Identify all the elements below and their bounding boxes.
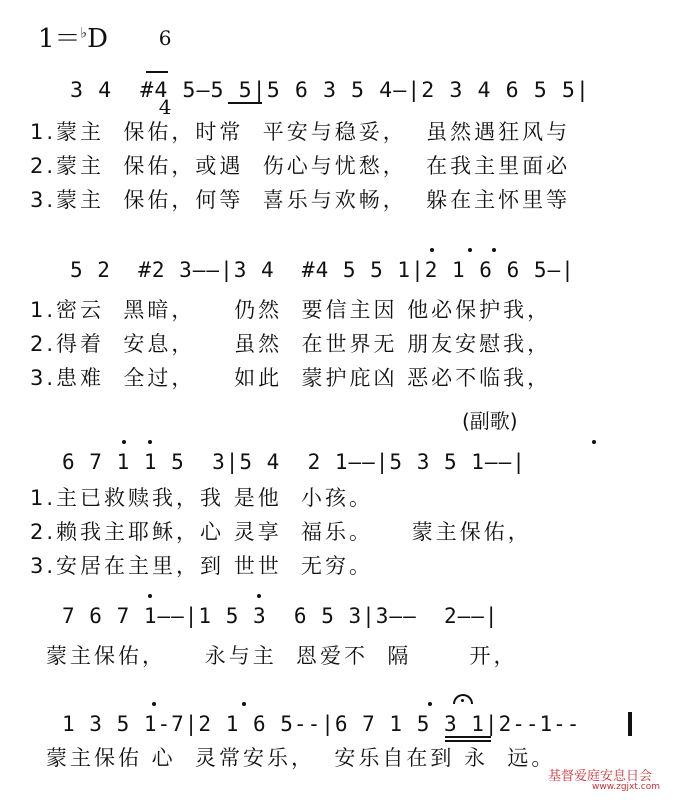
final-barline	[628, 712, 632, 736]
lyric-line-4: 蒙主保佑， 永与主 恩爱不 隔 开，	[46, 644, 518, 668]
high-octave-dot	[468, 248, 472, 252]
key-signature	[38, 18, 108, 55]
notation-line-3: 6 7 1 1 5 3|5 4 2 1——|5 3 5 1——|	[62, 450, 526, 474]
beam-underline	[445, 736, 491, 738]
beam-underline	[228, 102, 262, 104]
lyric-line-1-verse-3: 3.蒙主 保佑，何等 喜乐与欢畅， 躲在主怀里等	[30, 188, 571, 212]
time-signature-bar	[146, 71, 168, 73]
lyric-line-1-verse-2: 2.蒙主 保佑，或遇 伤心与忧愁， 在我主里面必	[30, 154, 571, 178]
high-octave-dot	[257, 594, 261, 598]
high-octave-dot	[242, 702, 246, 706]
fermata-icon	[453, 694, 473, 704]
key-prefix: 1＝	[38, 24, 81, 54]
lyric-line-2-verse-2: 2.得着 安息， 虽然 在世界无 朋友安慰我，	[30, 332, 552, 356]
high-octave-dot	[122, 440, 126, 444]
lyric-line-3-verse-1: 1.主已救赎我，我 是他 小孩。	[30, 486, 374, 510]
lyric-line-1-verse-1: 1.蒙主 保佑，时常 平安与稳妥， 虽然遇狂风与	[30, 120, 571, 144]
lyric-line-2-verse-1: 1.密云 黑暗， 仍然 要信主因 他必保护我，	[30, 298, 552, 322]
high-octave-dot	[428, 702, 432, 706]
time-signature-bottom: 4	[158, 95, 172, 119]
high-octave-dot	[152, 702, 156, 706]
watermark-text: 基督爱庭安息日会	[548, 769, 653, 784]
watermark-url: www.zgjxt.com	[592, 782, 660, 792]
high-octave-dot	[492, 248, 496, 252]
lyric-line-3-verse-2: 2.赖我主耶稣，心 灵享 福乐。 蒙主保佑，	[30, 520, 532, 544]
notation-line-5: 1 3 5 1-7|2 1 6 5--|6 7 1 5 3 1|2--1--	[62, 712, 581, 736]
flat-sign: ♭	[80, 25, 88, 42]
high-octave-dot	[592, 440, 596, 444]
lyric-line-3-verse-3: 3.安居在主里，到 世世 无穷。	[30, 554, 374, 578]
notation-line-1: 3 4 #4 5—5 5|5 6 3 5 4—|2 3 4 6 5 5|	[70, 78, 590, 102]
chorus-label: (副歌)	[462, 409, 518, 433]
time-signature-top: 6	[158, 26, 172, 50]
lyric-line-5: 蒙主保佑 心 灵常安乐， 安乐自在到 永 远。	[46, 746, 556, 770]
notation-line-2: 5 2 #2 3——|3 4 #4 5 5 1|2 1 6 6 5—|	[70, 258, 575, 282]
key-letter: D	[87, 24, 109, 54]
high-octave-dot	[430, 248, 434, 252]
lyric-line-2-verse-3: 3.患难 全过， 如此 蒙护庇凶 恶必不临我，	[30, 366, 552, 390]
high-octave-dot	[148, 594, 152, 598]
notation-line-4: 7 6 7 1——|1 5 3 6 5 3|3—— 2——|	[62, 604, 499, 628]
high-octave-dot	[148, 440, 152, 444]
